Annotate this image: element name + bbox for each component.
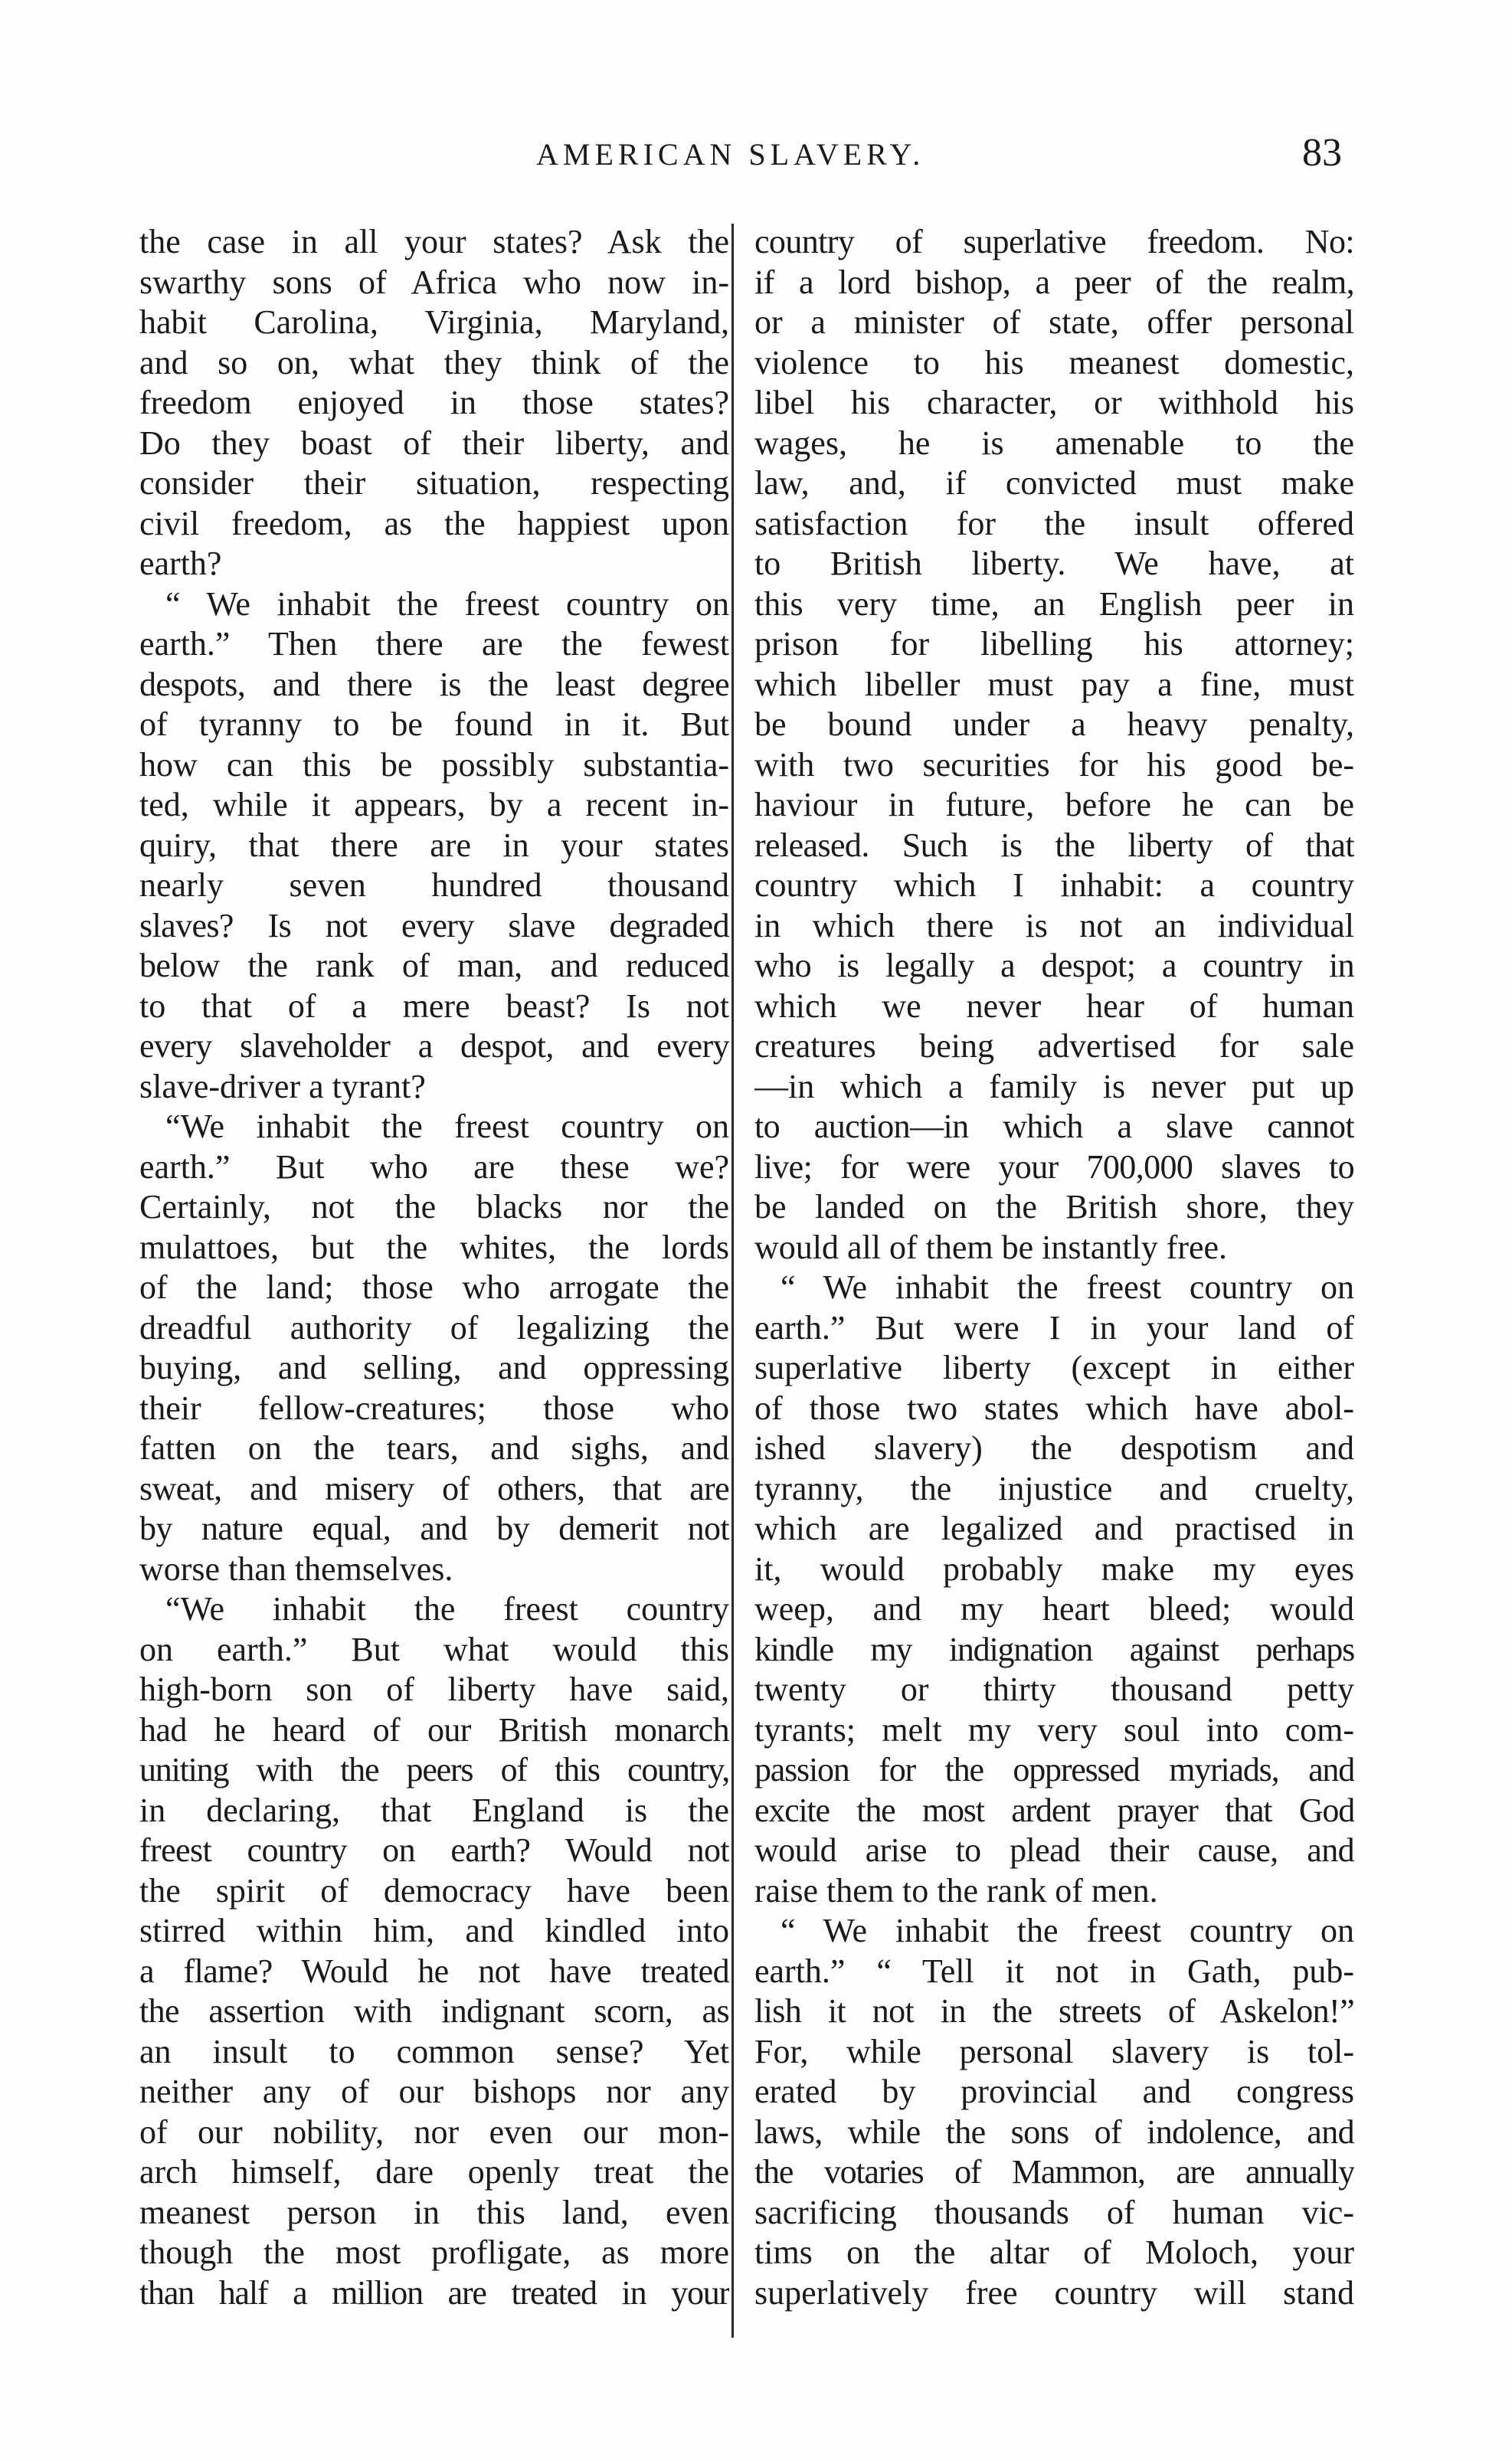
left-column — [139, 222, 729, 2313]
text-line: of tyranny to be found in it. But — [139, 705, 729, 743]
text-line: fatten on the tears, and sighs, and — [139, 1429, 729, 1467]
text-line: which we never hear of human — [754, 987, 1354, 1025]
text-line: For, while personal slavery is tol- — [754, 2032, 1354, 2070]
text-line: to British liberty. We have, at — [754, 545, 1354, 582]
text-line: “We inhabit the freest country on — [165, 1108, 729, 1145]
text-line: with two securities for his good be- — [754, 745, 1354, 784]
text-line: though the most profligate, as more — [139, 2234, 729, 2271]
text-line: consider their situation, respecting — [139, 464, 729, 502]
running-title: AMERICAN SLAVERY. — [536, 137, 925, 172]
text-line: law, and, if convicted must make — [754, 464, 1354, 502]
text-line: would all of them be instantly free. — [754, 1228, 1228, 1266]
text-line: creatures being advertised for sale — [754, 1027, 1354, 1065]
text-line: swarthy sons of Africa who now in- — [139, 263, 729, 301]
text-line: earth.” But who are these we? — [139, 1147, 729, 1186]
text-line: slave-driver a tyrant? — [139, 1067, 426, 1105]
text-line: by nature equal, and by demerit not — [139, 1510, 729, 1547]
text-line: than half a million are treated in your — [139, 2273, 729, 2312]
text-line: how can this be possibly substantia- — [139, 745, 729, 784]
text-line: of those two states which have abol- — [754, 1389, 1354, 1427]
text-line: —in which a family is never put up — [754, 1067, 1354, 1105]
text-line: of our nobility, nor even our mon- — [139, 2112, 729, 2151]
text-line: buying, and selling, and oppressing — [139, 1349, 729, 1386]
text-line: or a minister of state, offer personal — [754, 303, 1354, 341]
text-line: earth.” Then there are the fewest — [139, 625, 729, 663]
text-line: live; for were your 700,000 slaves to — [754, 1147, 1354, 1186]
text-line: on earth.” But what would this — [139, 1630, 729, 1668]
text-line: which are legalized and practised in — [754, 1510, 1354, 1547]
text-line: tyranny, the injustice and cruelty, — [754, 1469, 1354, 1507]
text-line: who is legally a despot; a country in — [754, 947, 1354, 984]
text-line: quiry, that there are in your states — [139, 826, 729, 864]
text-line: passion for the oppressed myriads, and — [754, 1751, 1354, 1788]
text-line: slaves? Is not every slave degraded — [139, 906, 729, 944]
text-line: Do they boast of their liberty, and — [139, 424, 729, 462]
text-line: freest country on earth? Would not — [139, 1831, 729, 1869]
text-line: stirred within him, and kindled into — [139, 1912, 729, 1949]
text-line: sweat, and misery of others, that are — [139, 1469, 729, 1507]
text-line: laws, while the sons of indolence, and — [754, 2112, 1354, 2151]
text-line: erated by provincial and congress — [754, 2073, 1354, 2110]
text-line: their fellow-creatures; those who — [139, 1389, 729, 1427]
text-line: Certainly, not the blacks nor the — [139, 1188, 729, 1226]
text-line: tims on the altar of Moloch, your — [754, 2234, 1354, 2271]
text-line: country of superlative freedom. No: — [754, 223, 1354, 260]
text-line: which libeller must pay a fine, must — [754, 665, 1354, 703]
text-line: civil freedom, as the happiest upon — [139, 504, 729, 542]
text-line: earth.” “ Tell it not in Gath, pub- — [754, 1952, 1354, 1990]
text-line: below the rank of man, and reduced — [139, 947, 729, 984]
text-line: country which I inhabit: a country — [754, 866, 1354, 904]
text-line: would arise to plead their cause, and — [754, 1831, 1354, 1869]
text-line: the case in all your states? Ask the — [139, 223, 729, 260]
text-line: earth.” But were I in your land of — [754, 1308, 1354, 1347]
text-line: released. Such is the liberty of that — [754, 826, 1354, 864]
text-line: ted, while it appears, by a recent in- — [139, 786, 729, 823]
text-line: neither any of our bishops nor any — [139, 2073, 729, 2110]
text-line: habit Carolina, Virginia, Maryland, — [139, 303, 729, 341]
text-line: “ We inhabit the freest country on — [165, 584, 729, 623]
text-line: the spirit of democracy have been — [139, 1871, 729, 1910]
text-line: worse than themselves. — [139, 1550, 453, 1588]
text-line: the votaries of Mammon, are annually — [754, 2153, 1354, 2191]
text-line: a flame? Would he not have treated — [139, 1952, 729, 1990]
text-line: “We inhabit the freest country — [165, 1590, 729, 1628]
text-line: if a lord bishop, a peer of the realm, — [754, 263, 1354, 301]
text-line: raise them to the rank of men. — [754, 1871, 1158, 1910]
text-line: “ We inhabit the freest country on — [781, 1268, 1354, 1306]
text-line: meanest person in this land, even — [139, 2193, 729, 2231]
text-line: an insult to common sense? Yet — [139, 2032, 729, 2070]
text-line: nearly seven hundred thousand — [139, 866, 729, 904]
text-line: had he heard of our British monarch — [139, 1710, 729, 1749]
right-column — [754, 222, 1354, 2313]
text-line: in which there is not an individual — [754, 906, 1354, 944]
text-line: and so on, what they think of the — [139, 343, 729, 381]
text-line: be bound under a heavy penalty, — [754, 705, 1354, 743]
text-line: satisfaction for the insult offered — [754, 504, 1354, 542]
text-line: in declaring, that England is the — [139, 1791, 729, 1829]
text-line: every slaveholder a despot, and every — [139, 1027, 729, 1065]
text-line: wages, he is amenable to the — [754, 424, 1354, 462]
text-line: be landed on the British shore, they — [754, 1188, 1354, 1226]
text-line: twenty or thirty thousand petty — [754, 1671, 1354, 1708]
text-line: “ We inhabit the freest country on — [781, 1912, 1354, 1949]
text-line: this very time, an English peer in — [754, 584, 1354, 623]
column-divider — [731, 224, 734, 2338]
text-line: ished slavery) the despotism and — [754, 1429, 1354, 1467]
text-line: mulattoes, but the whites, the lords — [139, 1228, 729, 1266]
text-line: freedom enjoyed in those states? — [139, 384, 729, 421]
text-line: sacrificing thousands of human vic- — [754, 2193, 1354, 2231]
text-line: uniting with the peers of this country, — [139, 1751, 729, 1788]
text-line: libel his character, or withhold his — [754, 384, 1354, 421]
text-line: kindle my indignation against perhaps — [754, 1630, 1354, 1668]
text-line: dreadful authority of legalizing the — [139, 1308, 729, 1347]
text-line: prison for libelling his attorney; — [754, 625, 1354, 663]
page-number: 83 — [1302, 131, 1342, 175]
text-line: haviour in future, before he can be — [754, 786, 1354, 823]
text-line: arch himself, dare openly treat the — [139, 2153, 729, 2191]
text-line: it, would probably make my eyes — [754, 1550, 1354, 1588]
text-line: the assertion with indignant scorn, as — [139, 1992, 729, 2030]
text-line: lish it not in the streets of Askelon!” — [754, 1992, 1354, 2030]
text-line: superlative liberty (except in either — [754, 1349, 1354, 1386]
text-line: violence to his meanest domestic, — [754, 343, 1354, 381]
text-line: superlatively free country will stand — [754, 2273, 1354, 2312]
text-line: earth? — [139, 545, 222, 582]
text-line: to that of a mere beast? Is not — [139, 987, 729, 1025]
text-line: tyrants; melt my very soul into com- — [754, 1710, 1354, 1749]
text-line: excite the most ardent prayer that God — [754, 1791, 1354, 1829]
text-line: to auction—in which a slave cannot — [754, 1108, 1354, 1145]
text-line: weep, and my heart bleed; would — [754, 1590, 1354, 1628]
text-line: of the land; those who arrogate the — [139, 1268, 729, 1306]
text-line: despots, and there is the least degree — [139, 665, 729, 703]
text-line: high-born son of liberty have said, — [139, 1671, 729, 1708]
